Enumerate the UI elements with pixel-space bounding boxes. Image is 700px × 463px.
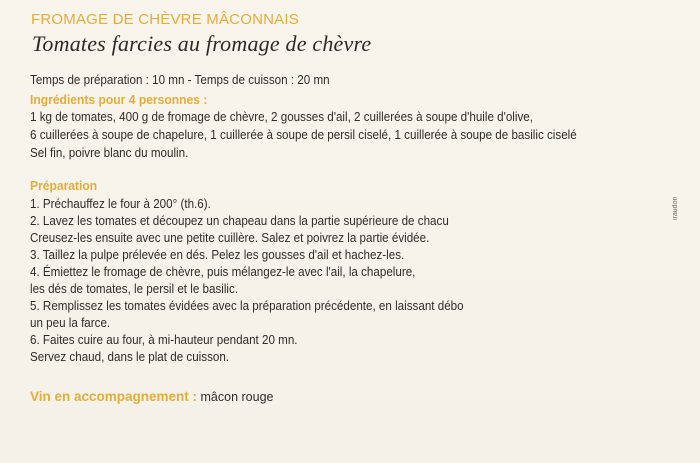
preparation-step: 6. Faites cuire au four, à mi-hauteur pendant 20 mn.: [30, 333, 298, 347]
preparation-step: Servez chaud, dans le plat de cuisson.: [30, 350, 230, 364]
recipe-times: Temps de préparation : 10 mn - Temps de cuisson : 20 mn: [30, 73, 330, 87]
wine-value: mâcon rouge: [197, 390, 274, 404]
photo-credit: iraudon: [672, 196, 679, 220]
preparation-step: 4. Émiettez le fromage de chèvre, puis mélangez-le avec l'ail, la chapelure,: [30, 265, 416, 279]
preparation-heading: Préparation: [30, 178, 98, 193]
preparation-step: 2. Lavez les tomates et découpez un chapeau dans la partie supérieure de chacu: [30, 214, 449, 228]
wine-pairing: [30, 388, 273, 406]
ingredient-line: Sel fin, poivre blanc du moulin.: [30, 146, 189, 160]
preparation-step: 5. Remplissez les tomates évidées avec la préparation précédente, en laissant débo: [30, 299, 464, 313]
preparation-step: Creusez-les ensuite avec une petite cuillère. Salez et poivrez la partie évidée.: [30, 231, 430, 245]
preparation-step: 3. Taillez la pulpe prélevée en dés. Pelez les gousses d'ail et hachez-les.: [30, 248, 405, 262]
preparation-step: 1. Préchauffez le four à 200° (th.6).: [30, 197, 211, 211]
recipe-category: FROMAGE DE CHÈVRE MÂCONNAIS: [31, 11, 299, 28]
ingredient-line: 6 cuillerées à soupe de chapelure, 1 cuillerée à soupe de persil ciselé, 1 cuillerée à soupe de basilic ciselé: [30, 128, 577, 142]
ingredients-heading: Ingrédients pour 4 personnes :: [30, 92, 208, 107]
wine-label: Vin en accompagnement :: [30, 389, 198, 404]
preparation-step: les dés de tomates, le persil et le basilic.: [30, 282, 239, 296]
ingredient-line: 1 kg de tomates, 400 g de fromage de chèvre, 2 gousses d'ail, 2 cuillerées à soupe d'huile d'olive,: [30, 110, 533, 124]
preparation-step: un peu la farce.: [30, 316, 111, 330]
recipe-title: Tomates farcies au fromage de chèvre: [32, 31, 372, 56]
